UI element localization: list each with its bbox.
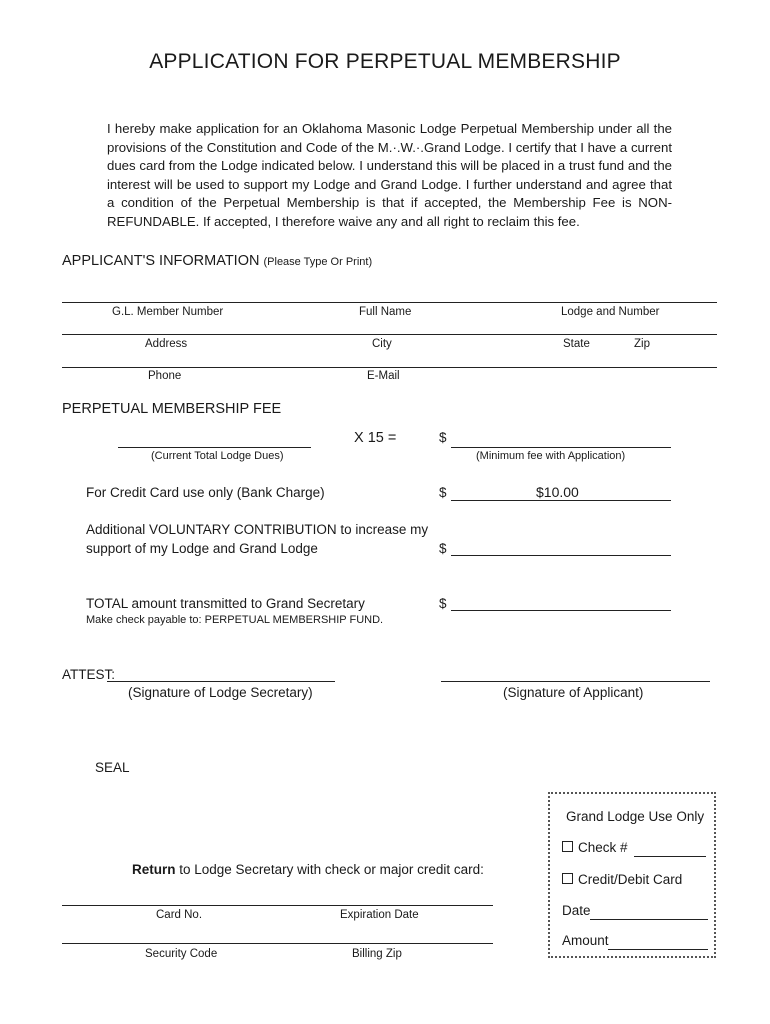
billing-zip-label: Billing Zip	[352, 948, 402, 960]
credit-debit-label: Credit/Debit Card	[578, 872, 683, 887]
gl-member-number-label: G.L. Member Number	[112, 306, 224, 318]
intro-paragraph: I hereby make application for an Oklahoma Masonic Lodge Perpetual Membership under all the provisions of the Constitution and Code of the M.·.W.·.Grand Lodge. I certify that I have a current dues card from the Lodge indicated below. I understand this will be placed in a trust fund and the interest will be used to support my Lodge and Grand Lodge. I further understand and agree that a condition of the Perpetual Membership is that if accepted, the Membership Fee is NON-REFUNDABLE. If accepted, I therefore waive any and all right to reclaim this fee.	[107, 121, 672, 229]
credit-debit-checkbox[interactable]	[562, 873, 573, 884]
fee-heading: PERPETUAL MEMBERSHIP FEE	[62, 401, 282, 417]
dollar-sign-minimum: $	[439, 430, 447, 445]
applicant-heading	[62, 253, 372, 269]
phone-label: Phone	[148, 370, 182, 382]
applicant-signature-line[interactable]	[441, 681, 710, 682]
voluntary-amount-line[interactable]	[451, 555, 671, 556]
check-row	[562, 840, 628, 855]
address-label: Address	[145, 338, 188, 350]
current-dues-line[interactable]	[118, 447, 311, 448]
amount-label: Amount	[562, 933, 609, 948]
credit-card-amount-line	[451, 500, 671, 501]
applicant-line-1[interactable]	[62, 302, 717, 303]
date-label: Date	[562, 903, 591, 918]
minimum-fee-label: (Minimum fee with Application)	[476, 450, 626, 462]
total-amount-line[interactable]	[451, 610, 671, 611]
secretary-signature-line[interactable]	[107, 681, 335, 682]
seal-label: SEAL	[95, 760, 130, 775]
city-label: City	[372, 338, 392, 350]
current-dues-label: (Current Total Lodge Dues)	[151, 450, 284, 462]
email-label: E-Mail	[367, 370, 400, 382]
card-line-2[interactable]	[62, 943, 493, 944]
card-line-1[interactable]	[62, 905, 493, 906]
security-code-label: Security Code	[145, 948, 218, 960]
applicant-signature-label: (Signature of Applicant)	[503, 685, 644, 700]
expiration-date-label: Expiration Date	[340, 909, 419, 921]
secretary-signature-label: (Signature of Lodge Secretary)	[128, 685, 313, 700]
grand-lodge-box	[548, 792, 716, 958]
applicant-line-3[interactable]	[62, 367, 717, 368]
credit-card-charge-label: For Credit Card use only (Bank Charge)	[86, 485, 325, 500]
dollar-sign-total: $	[439, 596, 447, 611]
credit-debit-row	[562, 872, 682, 887]
zip-label: Zip	[634, 338, 650, 350]
payable-note: Make check payable to: PERPETUAL MEMBERSHIP FUND.	[86, 614, 384, 626]
credit-card-amount: $10.00	[536, 484, 579, 500]
state-label: State	[563, 338, 590, 350]
check-label: Check #	[578, 840, 628, 855]
page-title: APPLICATION FOR PERPETUAL MEMBERSHIP	[149, 50, 621, 73]
lodge-number-label: Lodge and Number	[561, 306, 660, 318]
multiplier-text: X 15 =	[354, 430, 397, 446]
grand-lodge-title: Grand Lodge Use Only	[566, 809, 705, 824]
applicant-heading-note: (Please Type Or Print)	[263, 256, 373, 268]
check-number-line[interactable]	[634, 856, 706, 857]
dollar-sign-voluntary: $	[439, 541, 447, 556]
dollar-sign-credit: $	[439, 485, 447, 500]
attest-label: ATTEST:	[62, 667, 116, 682]
full-name-label: Full Name	[359, 306, 412, 318]
amount-line[interactable]	[608, 949, 708, 950]
date-line[interactable]	[590, 919, 708, 920]
applicant-heading-text: APPLICANT'S INFORMATION	[62, 253, 260, 269]
return-note-bold: Return	[132, 862, 176, 877]
card-number-label: Card No.	[156, 909, 203, 921]
voluntary-label-line1: Additional VOLUNTARY CONTRIBUTION to increase my	[86, 522, 429, 537]
total-label: TOTAL amount transmitted to Grand Secretary	[86, 596, 365, 611]
minimum-fee-line[interactable]	[451, 447, 671, 448]
return-note	[132, 862, 484, 877]
check-checkbox[interactable]	[562, 841, 573, 852]
applicant-line-2[interactable]	[62, 334, 717, 335]
voluntary-label-line2: support of my Lodge and Grand Lodge	[86, 541, 318, 556]
return-note-text: to Lodge Secretary with check or major credit card:	[175, 862, 484, 877]
